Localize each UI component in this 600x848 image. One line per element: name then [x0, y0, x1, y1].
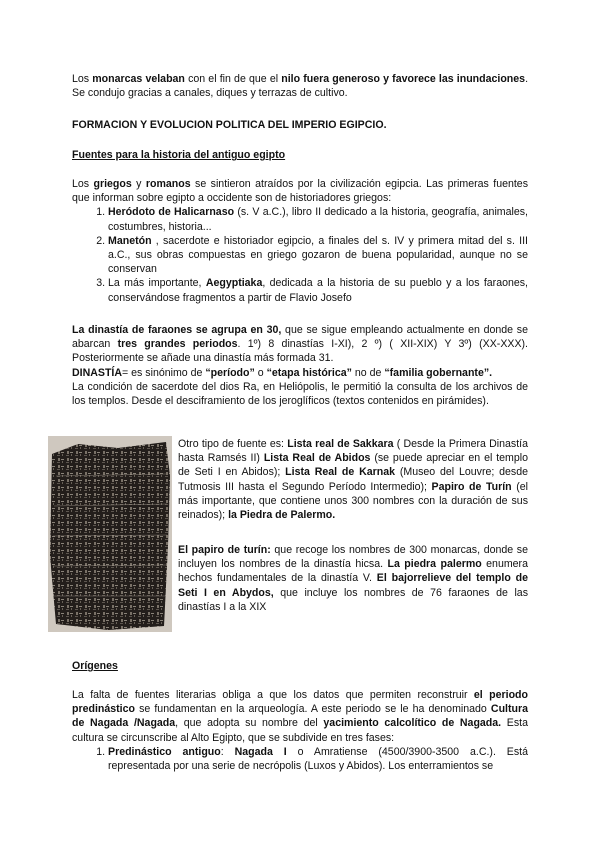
otro-fuente-paragraph: Otro tipo de fuente es: Lista real de Sakkara ( Desde la Primera Dinastía hasta Ramsés II) Lista Real de Abidos (se puede apreciar en el templo de Seti I en Abidos); Lista Real de Karnak (Museo del Louvre; desde Tutmosis III hasta el Segundo Período Intermedio); Papiro de Turín (el más importante, que contiene unos 300 nombres con la duración de sus reinados); la Piedra de Palermo.: [178, 438, 529, 522]
list-item-herodoto: 1. Heródoto de Halicarnaso (s. V a.C.), libro II dedicado a la historia, geografía, animales, costumbres, historia...: [108, 205, 528, 233]
dinastias-paragraph: La dinastía de faraones se agrupa en 30, que se sigue empleando actualmente en donde se abarcan tres grandes periodos. 1º) 8 dinastías I-XI), 2 º) ( XII-XIX) Y 3º) (XX-XXX). Posteriormente se añade una dinastía más formada 31.: [72, 324, 528, 365]
origenes-heading-block: [72, 659, 528, 673]
fuentes-heading: Fuentes para la historia del antiguo egipto: [72, 149, 286, 161]
fuentes-intro: Los griegos y romanos se sintieron atraídos por la civilización egipcia. Las primeras fuentes que informan sobre egipto a occidente son de historiadores griegos:: [72, 178, 528, 205]
dinastias-section: [72, 323, 528, 408]
stone-illustration: [48, 436, 172, 632]
palermo-stone-image: [48, 436, 172, 632]
sacerdote-paragraph: La condición de sacerdote del dios Ra, en Heliópolis, le permitió la consulta de los archivos de los templos. Desde el desciframiento de los jeroglíficos (textos contenidos en pirámides).: [72, 380, 528, 408]
fuentes-list: [72, 205, 528, 304]
list-item-aegyptiaka: 3. La más importante, Aegyptiaka, dedicada a la historia de su pueblo y a los faraones, conservándose fragmentos a partir de Flavio Josefo: [108, 276, 528, 304]
otro-fuente-section: [178, 437, 528, 522]
origenes-section: [72, 688, 528, 773]
bold-monarcas: monarcas velaban: [92, 73, 185, 85]
monarcas-paragraph: Los monarcas velaban con el fin de que el nilo fuera generoso y favorece las inundaciones. Se condujo gracias a canales, diques y terrazas de cultivo.: [72, 73, 529, 100]
section-title-block: [72, 118, 528, 132]
bold-nilo: nilo fuera generoso y favorece las inundaciones: [281, 73, 526, 85]
fuentes-heading-block: [72, 148, 528, 162]
origenes-paragraph: La falta de fuentes literarias obliga a que los datos que permiten reconstruir el periodo predinástico se fundamentan en la arqueología. A este periodo se le ha denominado Cultura de Nagada /Nagada, que adopta su nombre del yacimiento calcolítico de Nagada. Esta cultura se circunscribe al Alto Egipto, que se subdivide en tres fases:: [72, 689, 528, 744]
intro-paragraph: [72, 72, 528, 100]
fases-list: [72, 745, 528, 773]
fuentes-section: [72, 177, 528, 305]
list-item-maneton: 2. Manetón , sacerdote e historiador egipcio, a finales del s. IV y primera mitad del s. III a.C., sus obras compuestas en griego gozaron de buena popularidad, aunque no se conservan: [108, 234, 528, 277]
list-item-predinastico: 1. Predinástico antiguo: Nagada I o Amratiense (4500/3900-3500 a.C.). Está representada por una serie de necrópolis (Luxos y Abidos). Los enterramientos se: [108, 745, 528, 773]
papiro-paragraph: El papiro de turín: que recoge los nombres de 300 monarcas, donde se incluyen los nombres de la dinastía hicsa. La piedra palermo enumera hechos fundamentales de la dinastía V. El bajorrelieve del templo de Seti I en Abydos, que incluye los nombres de 76 faraones de las dinastías I a la XIX: [178, 544, 528, 613]
papiro-section: [178, 543, 528, 614]
origenes-heading: Orígenes: [72, 660, 118, 672]
section-title: FORMACION Y EVOLUCION POLITICA DEL IMPERIO EGIPCIO.: [72, 119, 387, 131]
dinastia-definition: DINASTÍA= es sinónimo de “período” o “etapa histórica” no de “familia gobernante”.: [72, 366, 493, 379]
